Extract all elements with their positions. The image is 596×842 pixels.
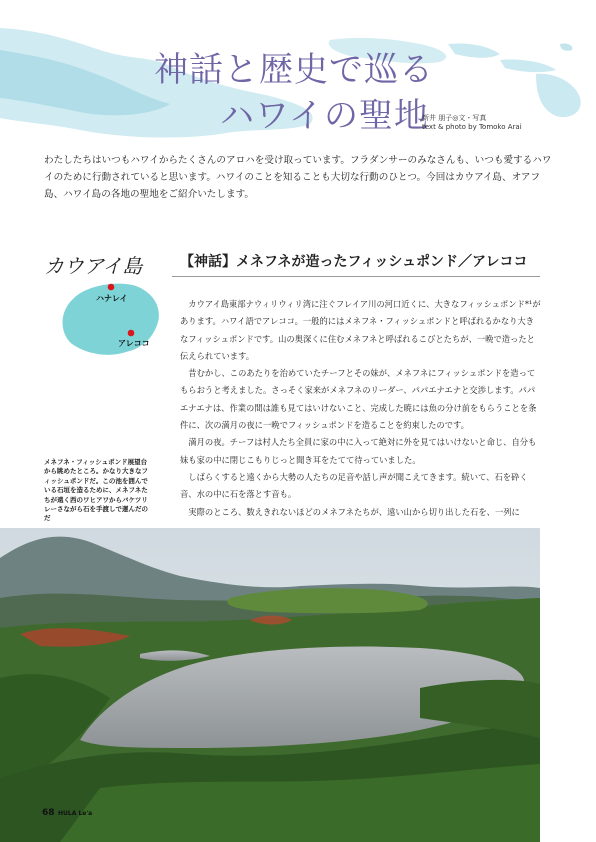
article-body [180,296,542,521]
body-paragraph: カウアイ島東部ナウィリウィリ湾に注ぐフレイア川の河口近くに、大きなフィッシュポンド*¹があります。ハワイ語でアレココ。一般的にはメネフネ・フィッシュポンドと呼ばれるかなり大きなフィッシュポンドです。山の奥深くに住むメネフネと呼ばれるこびとたちが、一晩で造ったと伝えられています。 [180,299,541,361]
title-line-2: ハワイの聖地 [220,96,429,136]
body-paragraph: 昔むかし、このあたりを治めていたチーフとその妹が、メネフネにフィッシュポンドを造ってもらおうと考えました。さっそく家来がメネフネのリーダー、パパエナエナと交渉します。パパエナエナは、作業の間は誰も見てはいけないこと、完成した暁には魚の分け前をもらうことを条件に、次の満月の夜に一晩でフィッシュポンドを造ることを約束したのです。 [180,368,537,431]
body-paragraph: 実際のところ、数えきれないほどのメネフネたちが、遠い山から切り出した石を、一列に [188,506,520,517]
page-number: 68 [42,808,55,818]
fishpond-photo [0,528,540,842]
body-paragraph: 満月の夜。チーフは村人たち全員に家の中に入って絶対に外を見てはいけないと命じ、自分も妹も家の中に閉じこもりじっと聞き耳をたてて待っていました。 [180,437,537,465]
island-heading: カウアイ島 [44,254,143,278]
hanalei-marker [108,284,115,291]
magazine-name: HULA Le'a [58,810,93,817]
author-credit-ja: 新井 朋子◎文・写真 [422,114,487,122]
section-divider [172,276,540,277]
intro-paragraph: わたしたちはいつもハワイからたくさんのアロハを受け取っています。フラダンサーのみなさんも、いつも愛するハワイのために行動されていると思います。ハワイのことを知ることも大切な行動のひとつ。今回はカウアイ島、オアフ島、ハワイ島の各地の聖地をご紹介いたします。 [44,155,552,200]
title-line-1: 神話と歴史で巡る [154,50,434,90]
author-credit-en: text & photo by Tomoko Arai [422,123,522,131]
photo-caption: メネフネ・フィッシュポンド展望台から眺めたところ。かなり大きなフィッシュポンドだ。この池を囲んでいる石垣を造るために、メネフネたちが遠く西のワヒアワからバケツリレーさながら石を手渡しで運んだのだ [44,458,148,523]
map-label-hanalei: ハナレイ [96,294,128,303]
map-label-alekoko: アレココ [118,339,150,348]
body-paragraph: しばらくすると遠くから大勢の人たちの足音や話し声が聞こえてきます。続いて、石を砕く音、水の中に石を落とす音も。 [180,471,528,500]
header [0,0,596,150]
alekoko-marker [128,330,135,337]
section-title: 【神話】メネフネが造ったフィッシュポンド／アレココ [180,254,528,270]
